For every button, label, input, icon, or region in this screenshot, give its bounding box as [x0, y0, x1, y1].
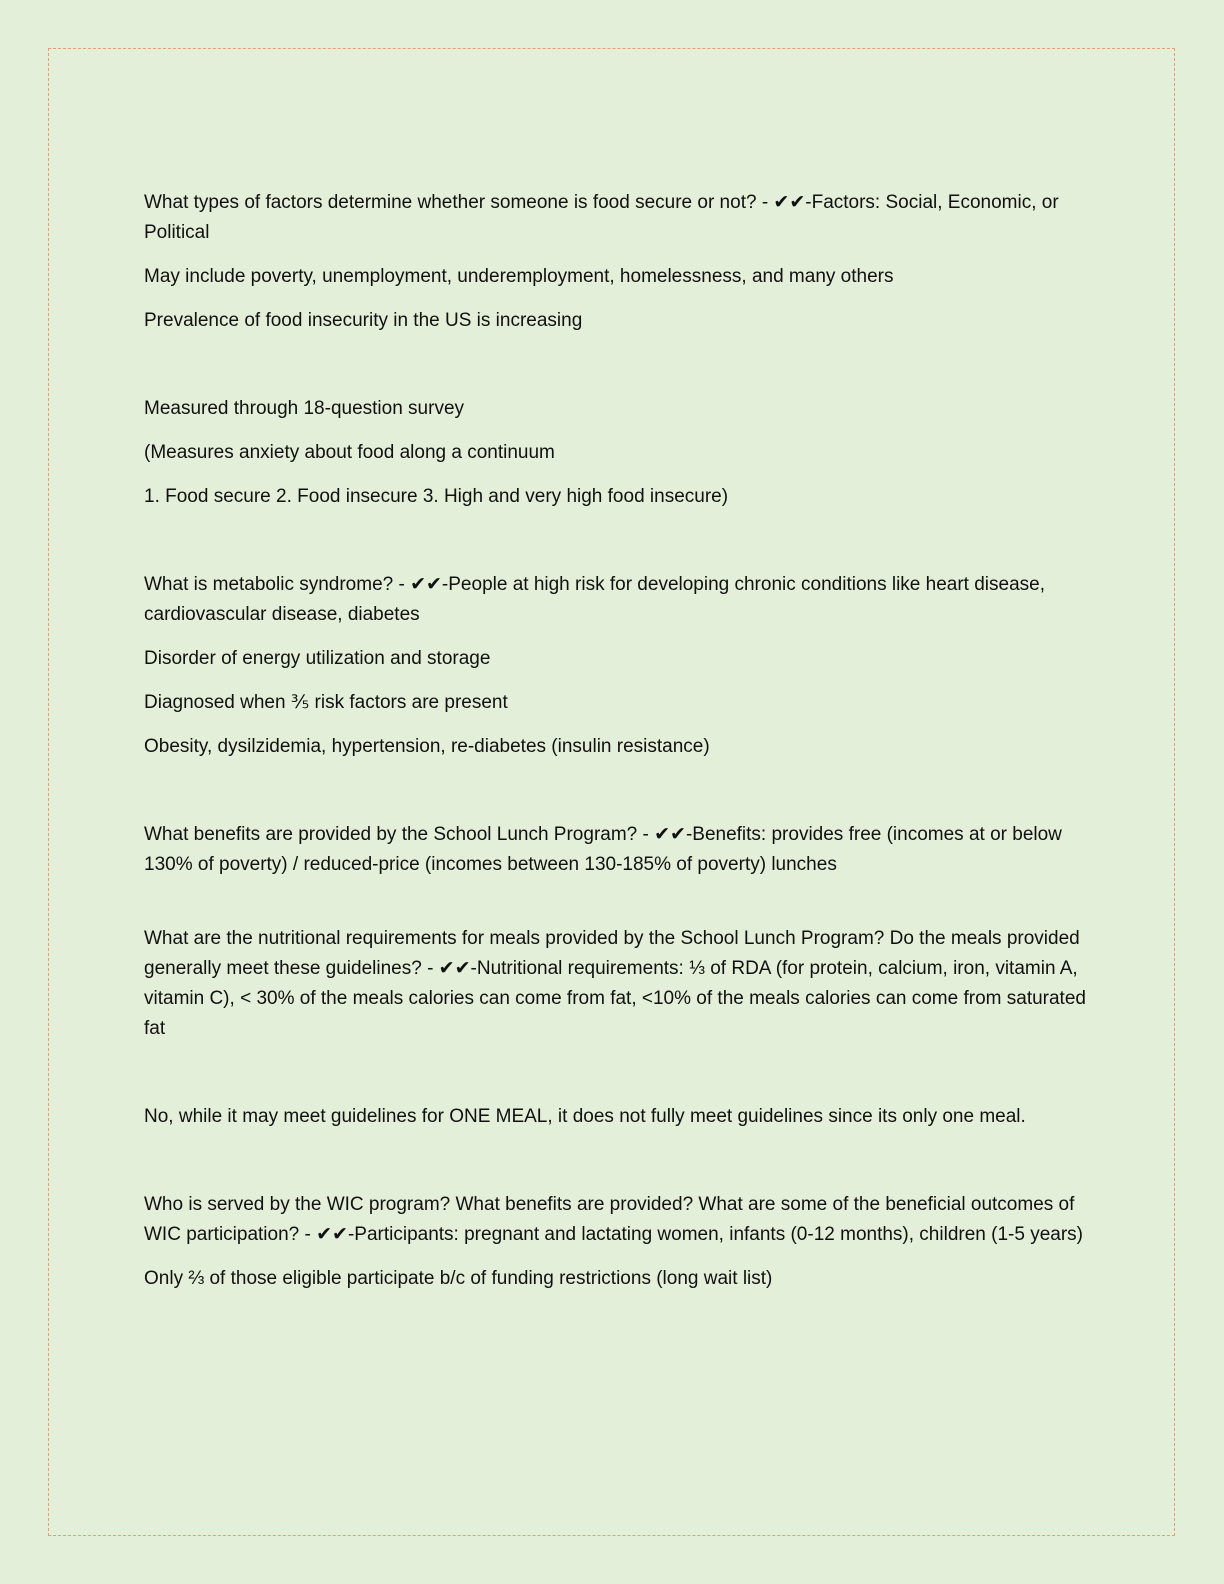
spacer: [144, 894, 1094, 924]
paragraph: What is metabolic syndrome? - ✔✔-People at high risk for developing chronic conditions like heart disease, cardiovascular disease, diabetes: [144, 574, 1045, 625]
paragraph: Diagnosed when ⅗ risk factors are present: [144, 692, 508, 713]
paragraph: What are the nutritional requirements for meals provided by the School Lunch Program? Do the meals provided generally meet these guidelines? - ✔✔-Nutritional requirements: ⅓ of RDA (for protein, calcium, iron, vitamin A, vitamin C), < 30% of the meals calories can come from fat, <10% of the meals calories can come from saturated fat: [144, 928, 1086, 1039]
spacer: [144, 350, 1094, 394]
spacer: [144, 776, 1094, 820]
paragraph: 1. Food secure 2. Food insecure 3. High and very high food insecure): [144, 486, 729, 507]
paragraph: Obesity, dysilzidemia, hypertension, re-diabetes (insulin resistance): [144, 736, 710, 757]
paragraph: May include poverty, unemployment, underemployment, homelessness, and many others: [144, 266, 894, 287]
spacer: [144, 1146, 1094, 1190]
paragraph: Measured through 18-question survey: [144, 398, 465, 419]
paragraph: Disorder of energy utilization and storage: [144, 648, 491, 669]
spacer: [144, 1058, 1094, 1102]
paragraph: Only ⅔ of those eligible participate b/c of funding restrictions (long wait list): [144, 1268, 773, 1289]
paragraph: What benefits are provided by the School Lunch Program? - ✔✔-Benefits: provides free (incomes at or below 130% of poverty) / reduced-price (incomes between 130-185% of poverty) lunches: [144, 824, 1062, 875]
paragraph: What types of factors determine whether someone is food secure or not? - ✔✔-Factors: Social, Economic, or Political: [144, 192, 1059, 243]
paragraph: Prevalence of food insecurity in the US is increasing: [144, 310, 583, 331]
document-body: [144, 188, 1094, 1308]
paragraph: No, while it may meet guidelines for ONE MEAL, it does not fully meet guidelines since its only one meal.: [144, 1106, 1026, 1127]
spacer: [144, 526, 1094, 570]
paragraph: (Measures anxiety about food along a continuum: [144, 442, 555, 463]
paragraph: Who is served by the WIC program? What benefits are provided? What are some of the beneficial outcomes of WIC participation? - ✔✔-Participants: pregnant and lactating women, infants (0-12 months), children (1-5 years): [144, 1194, 1083, 1245]
